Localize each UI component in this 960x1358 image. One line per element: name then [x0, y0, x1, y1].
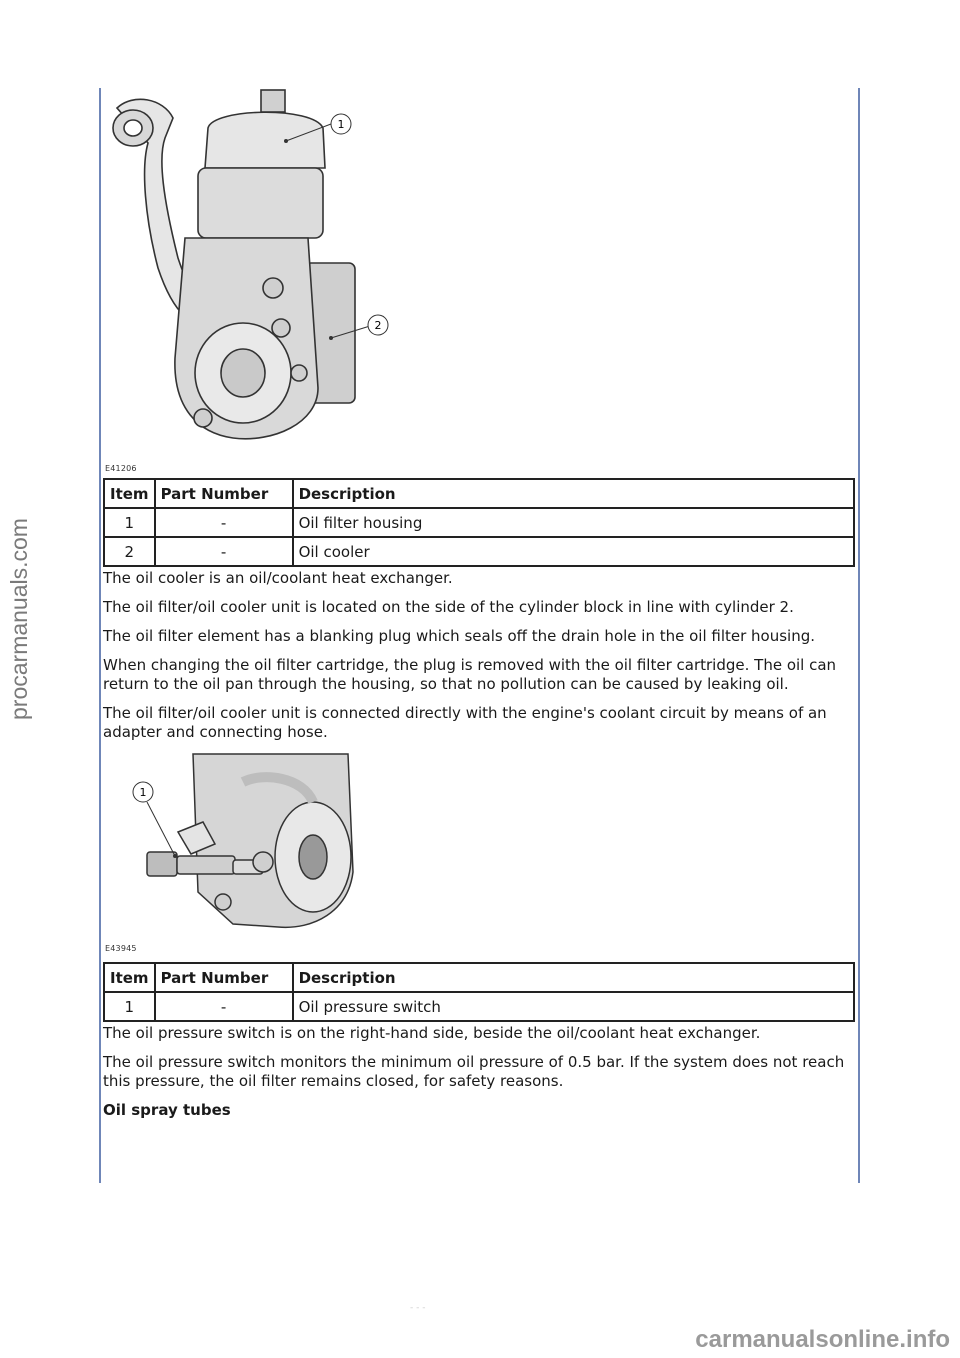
row-description: Oil pressure switch	[293, 992, 854, 1021]
table-row	[104, 992, 854, 1021]
row-part-number: -	[155, 508, 293, 537]
parts-table-2	[103, 962, 855, 1022]
row-item: 1	[104, 508, 155, 537]
figure-1-code: E41206	[105, 464, 137, 473]
header-description: Description	[293, 963, 854, 992]
paragraph: The oil pressure switch monitors the minimum oil pressure of 0.5 bar. If the system does not reach this pressure, the oil filter remains closed, for safety reasons.	[103, 1053, 845, 1090]
header-item: Item	[104, 479, 155, 508]
table-row	[104, 508, 854, 537]
row-description: Oil cooler	[293, 537, 854, 566]
row-item: 1	[104, 992, 155, 1021]
oil-pressure-switch-illustration	[103, 752, 363, 942]
body-text-1	[103, 569, 855, 742]
header-part-number: Part Number	[155, 963, 293, 992]
callout-2-label: 2	[374, 319, 382, 332]
body-text-2	[103, 1024, 855, 1119]
table-header-row	[104, 479, 854, 508]
callout-1-label: 1	[139, 786, 147, 799]
paragraph: The oil filter/oil cooler unit is connected directly with the engine's coolant circuit by means of an adapter and connecting hose.	[103, 704, 827, 741]
paragraph: The oil filter element has a blanking plug which seals off the drain hole in the oil filter housing.	[103, 627, 816, 645]
table-row	[104, 537, 854, 566]
document-content	[103, 88, 855, 1119]
paragraph: When changing the oil filter cartridge, the plug is removed with the oil filter cartridge. The oil can return to the oil pan through the housing, so that no pollution can be caused by leaking oil.	[103, 656, 837, 693]
paragraph: The oil cooler is an oil/coolant heat exchanger.	[103, 569, 453, 587]
oil-filter-illustration	[103, 88, 403, 478]
header-part-number: Part Number	[155, 479, 293, 508]
parts-table-1	[103, 478, 855, 567]
oil-filter-figure	[103, 88, 855, 478]
right-frame-rule	[858, 88, 860, 1183]
callout-1-label: 1	[337, 118, 345, 131]
paragraph: The oil pressure switch is on the right-hand side, beside the oil/coolant heat exchanger.	[103, 1024, 761, 1042]
row-part-number: -	[155, 992, 293, 1021]
row-item: 2	[104, 537, 155, 566]
side-watermark: procarmanuals.com	[6, 518, 32, 720]
paragraph: The oil filter/oil cooler unit is located on the side of the cylinder block in line with cylinder 2.	[103, 598, 794, 616]
row-part-number: -	[155, 537, 293, 566]
section-heading: Oil spray tubes	[103, 1101, 231, 1119]
row-description: Oil filter housing	[293, 508, 854, 537]
header-description: Description	[293, 479, 854, 508]
left-frame-rule	[99, 88, 101, 1183]
bottom-watermark: carmanualsonline.info	[695, 1326, 950, 1353]
header-item: Item	[104, 963, 155, 992]
table-header-row	[104, 963, 854, 992]
figure-2-code: E43945	[105, 944, 137, 953]
oil-pressure-switch-figure	[103, 752, 855, 962]
page-number: - - -	[410, 1303, 426, 1313]
